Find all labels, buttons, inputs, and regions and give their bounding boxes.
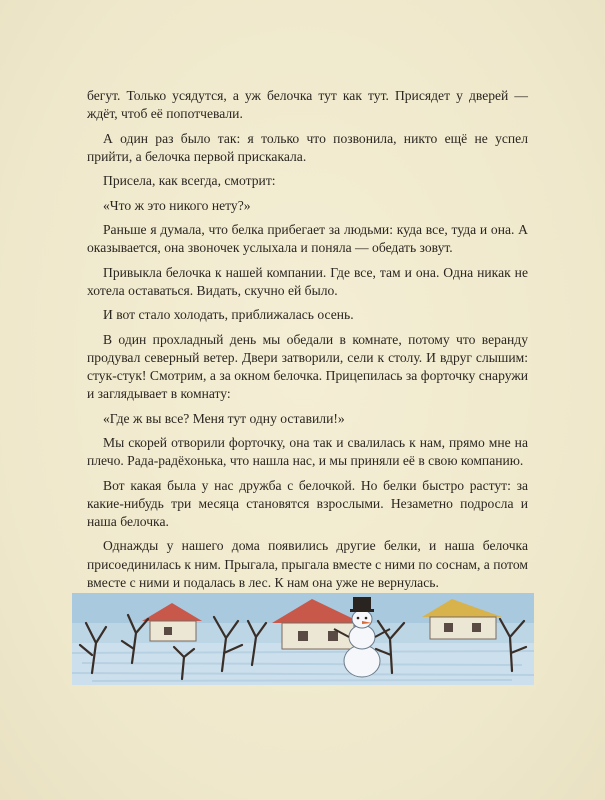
paragraph: Вот какая была у нас дружба с белочкой. Но белки быстро растут: за какие-нибудь три месяца становятся взрослыми. Незаметно подросла и наша белочка. bbox=[87, 477, 528, 529]
paragraph: Привыкла белочка к нашей компании. Где все, там и она. Одна никак не хотела оставаться. Видать, скучно ей было. bbox=[87, 264, 528, 298]
paragraph: бегут. Только усядутся, а уж белочка тут как тут. Присядет у дверей — ждёт, чтоб её попотчевали. bbox=[87, 88, 528, 122]
paragraph: Однажды у нашего дома появились другие белки, и наша белочка присоединилась к ним. Прыгала, прыгала вместе с ними по соснам, а потом вместе с ними и подалась в лес. К нам она уже не вернулась. bbox=[87, 538, 529, 590]
story-text bbox=[87, 87, 528, 641]
winter-illustration bbox=[72, 593, 534, 685]
paragraph: Присела, как всегда, смотрит: bbox=[103, 173, 276, 189]
paragraph: И вот стало холодать, приближалась осень. bbox=[103, 307, 354, 323]
paragraph: «Что ж это никого нету?» bbox=[103, 197, 251, 213]
paragraph: Раньше я думала, что белка прибегает за людьми: куда все, туда и она. А оказывается, она звоночек услыхала и поняла — обедать зовут. bbox=[87, 221, 528, 256]
paragraph: В один прохладный день мы обедали в комнате, потому что веранду продувал северный ветер. Двери затворили, сели к столу. И вдруг слышим: стук-стук! Смотрим, а за окном белочка. Прицепилась за форточку снаружи и заглядывает в комнату: bbox=[87, 331, 528, 402]
paragraph: Мы скорей отворили форточку, она так и свалилась к нам, прямо мне на плечо. Рада-радёхонька, что нашла нас, и мы приняли её в свою компанию. bbox=[87, 434, 528, 469]
paragraph: «Где ж вы все? Меня тут одну оставили!» bbox=[103, 410, 345, 426]
paragraph: А один раз было так: я только что позвонила, никто ещё не успел прийти, а белочка первой прискакала. bbox=[87, 130, 528, 164]
